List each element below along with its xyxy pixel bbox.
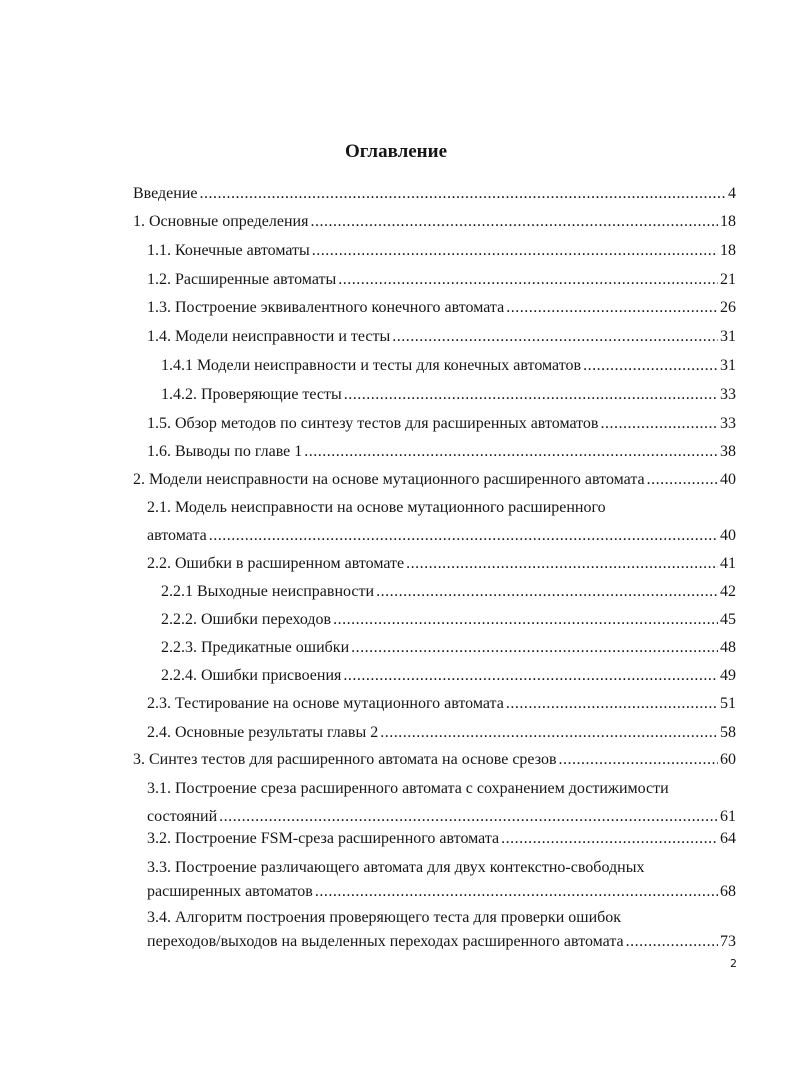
dot-leader <box>209 526 718 546</box>
toc-entry-title: расширенных автоматов <box>147 883 313 900</box>
toc-entry <box>133 750 736 770</box>
toc-entry <box>161 666 736 686</box>
toc-entry <box>147 526 736 546</box>
toc-entry-title: 1.4. Модели неисправности и тесты <box>147 328 391 345</box>
toc-entry <box>133 212 736 232</box>
toc-entry <box>147 241 736 261</box>
toc-entry-title: 1.4.2. Проверяющие тесты <box>161 386 342 403</box>
toc-entry-title: 1.1. Конечные автоматы <box>147 242 310 259</box>
dot-leader <box>392 327 718 347</box>
toc-entry <box>147 298 736 318</box>
toc-entry <box>147 932 736 952</box>
toc-entry-page: 40 <box>720 527 736 544</box>
toc-entry-title: 2.4. Основные результаты главы 2 <box>147 724 379 741</box>
page-number: 2 <box>730 957 737 970</box>
toc-entry <box>147 694 736 714</box>
toc-entry-title: 1.4.1 Модели неисправности и тесты для конечных автоматов <box>161 357 582 374</box>
dot-leader <box>351 638 718 658</box>
toc-entry-page: 40 <box>720 471 736 488</box>
dot-leader <box>304 442 718 462</box>
toc-entry-title: 2.3. Тестирование на основе мутационного автомата <box>147 695 504 712</box>
dot-leader <box>626 932 718 952</box>
toc-entry-page: 21 <box>720 271 736 288</box>
toc-entry <box>147 723 736 743</box>
toc-entry <box>161 356 736 376</box>
toc-entry-title: 3. Синтез тестов для расширенного автомата на основе срезов <box>133 751 557 768</box>
toc-entry-title: 3.2. Построение FSM-среза расширенного автомата <box>147 830 500 847</box>
dot-leader <box>600 414 718 434</box>
dot-leader <box>376 582 718 602</box>
dot-leader <box>344 385 718 405</box>
toc-entry <box>147 270 736 290</box>
dot-leader <box>219 807 718 827</box>
toc-entry <box>147 327 736 347</box>
toc-entry-title-line1: 2.1. Модель неисправности на основе мутационного расширенного <box>147 499 606 516</box>
toc-entry <box>161 638 736 658</box>
toc-entry-page: 18 <box>720 213 736 230</box>
dot-leader <box>333 610 718 630</box>
toc-entry-title: 2.2. Ошибки в расширенном автомате <box>147 555 405 572</box>
toc-entry-title: 2.2.4. Ошибки присвоения <box>161 667 342 684</box>
dot-leader <box>506 298 718 318</box>
toc-entry-title: 1. Основные определения <box>133 213 309 230</box>
toc-entry-page: 31 <box>720 328 736 345</box>
toc-entry-page: 18 <box>720 242 736 259</box>
dot-leader <box>338 270 718 290</box>
dot-leader <box>380 723 718 743</box>
dot-leader <box>501 829 718 849</box>
toc-entry-title: автомата <box>147 527 207 544</box>
toc-entry-title: состояний <box>147 808 218 825</box>
dot-leader <box>343 666 718 686</box>
toc-entry-page: 51 <box>720 695 736 712</box>
toc-entry <box>147 554 736 574</box>
toc-entry-page: 4 <box>728 185 736 202</box>
toc-entry-title: 2.2.2. Ошибки переходов <box>161 611 332 628</box>
toc-entry-title: 1.5. Обзор методов по синтезу тестов для расширенных автоматов <box>147 415 599 432</box>
toc-entry-title-line1: 3.1. Построение среза расширенного автомата с сохранением достижимости <box>147 780 669 797</box>
toc-entry-page: 42 <box>720 583 736 600</box>
toc-entry-page: 68 <box>720 883 736 900</box>
toc-entry-page: 33 <box>720 386 736 403</box>
toc-entry <box>147 882 736 902</box>
toc-entry <box>161 582 736 602</box>
toc-entry-title: 2.2.1 Выходные неисправности <box>161 583 375 600</box>
toc-entry-title: 1.6. Выводы по главе 1 <box>147 443 303 460</box>
dot-leader <box>647 470 718 490</box>
toc-entry-page: 31 <box>720 357 736 374</box>
toc-entry-title: 2. Модели неисправности на основе мутационного расширенного автомата <box>133 471 645 488</box>
toc-entry-title: 2.2.3. Предикатные ошибки <box>161 639 350 656</box>
toc-entry-title: Введение <box>133 185 198 202</box>
toc-entry <box>133 470 736 490</box>
toc-entry-page: 26 <box>720 299 736 316</box>
toc-entry-page: 73 <box>720 933 736 950</box>
toc-entry-title: 1.3. Построение эквивалентного конечного автомата <box>147 299 505 316</box>
toc-entry-title: переходов/выходов на выделенных переходах расширенного автомата <box>147 933 624 950</box>
toc-entry <box>147 414 736 434</box>
toc-entry-title-line1: 3.4. Алгоритм построения проверяющего теста для проверки ошибок <box>147 909 622 926</box>
toc-entry-page: 60 <box>720 751 736 768</box>
toc-entry-page: 33 <box>720 415 736 432</box>
dot-leader <box>559 750 719 770</box>
toc-entry <box>161 610 736 630</box>
toc-heading: Оглавление <box>344 141 448 162</box>
toc-entry-page: 49 <box>720 667 736 684</box>
toc-entry <box>147 807 736 827</box>
toc-entry-title-line1: 3.3. Построение различающего автомата для двух контекстно-свободных <box>147 859 645 876</box>
dot-leader <box>583 356 718 376</box>
toc-entry-page: 48 <box>720 639 736 656</box>
toc-entry-title: 1.2. Расширенные автоматы <box>147 271 337 288</box>
dot-leader <box>200 184 727 204</box>
toc-entry <box>147 442 736 462</box>
toc-entry <box>161 385 736 405</box>
dot-leader <box>315 882 718 902</box>
toc-entry-page: 58 <box>720 724 736 741</box>
dot-leader <box>406 554 718 574</box>
toc-entry <box>133 184 736 204</box>
dot-leader <box>506 694 718 714</box>
toc-entry <box>147 829 736 849</box>
toc-entry-page: 45 <box>720 611 736 628</box>
dot-leader <box>310 212 718 232</box>
toc-entry-page: 41 <box>720 555 736 572</box>
toc-entry-page: 61 <box>720 808 736 825</box>
toc-entry-page: 64 <box>720 830 736 847</box>
toc-entry-page: 38 <box>720 443 736 460</box>
dot-leader <box>312 241 718 261</box>
